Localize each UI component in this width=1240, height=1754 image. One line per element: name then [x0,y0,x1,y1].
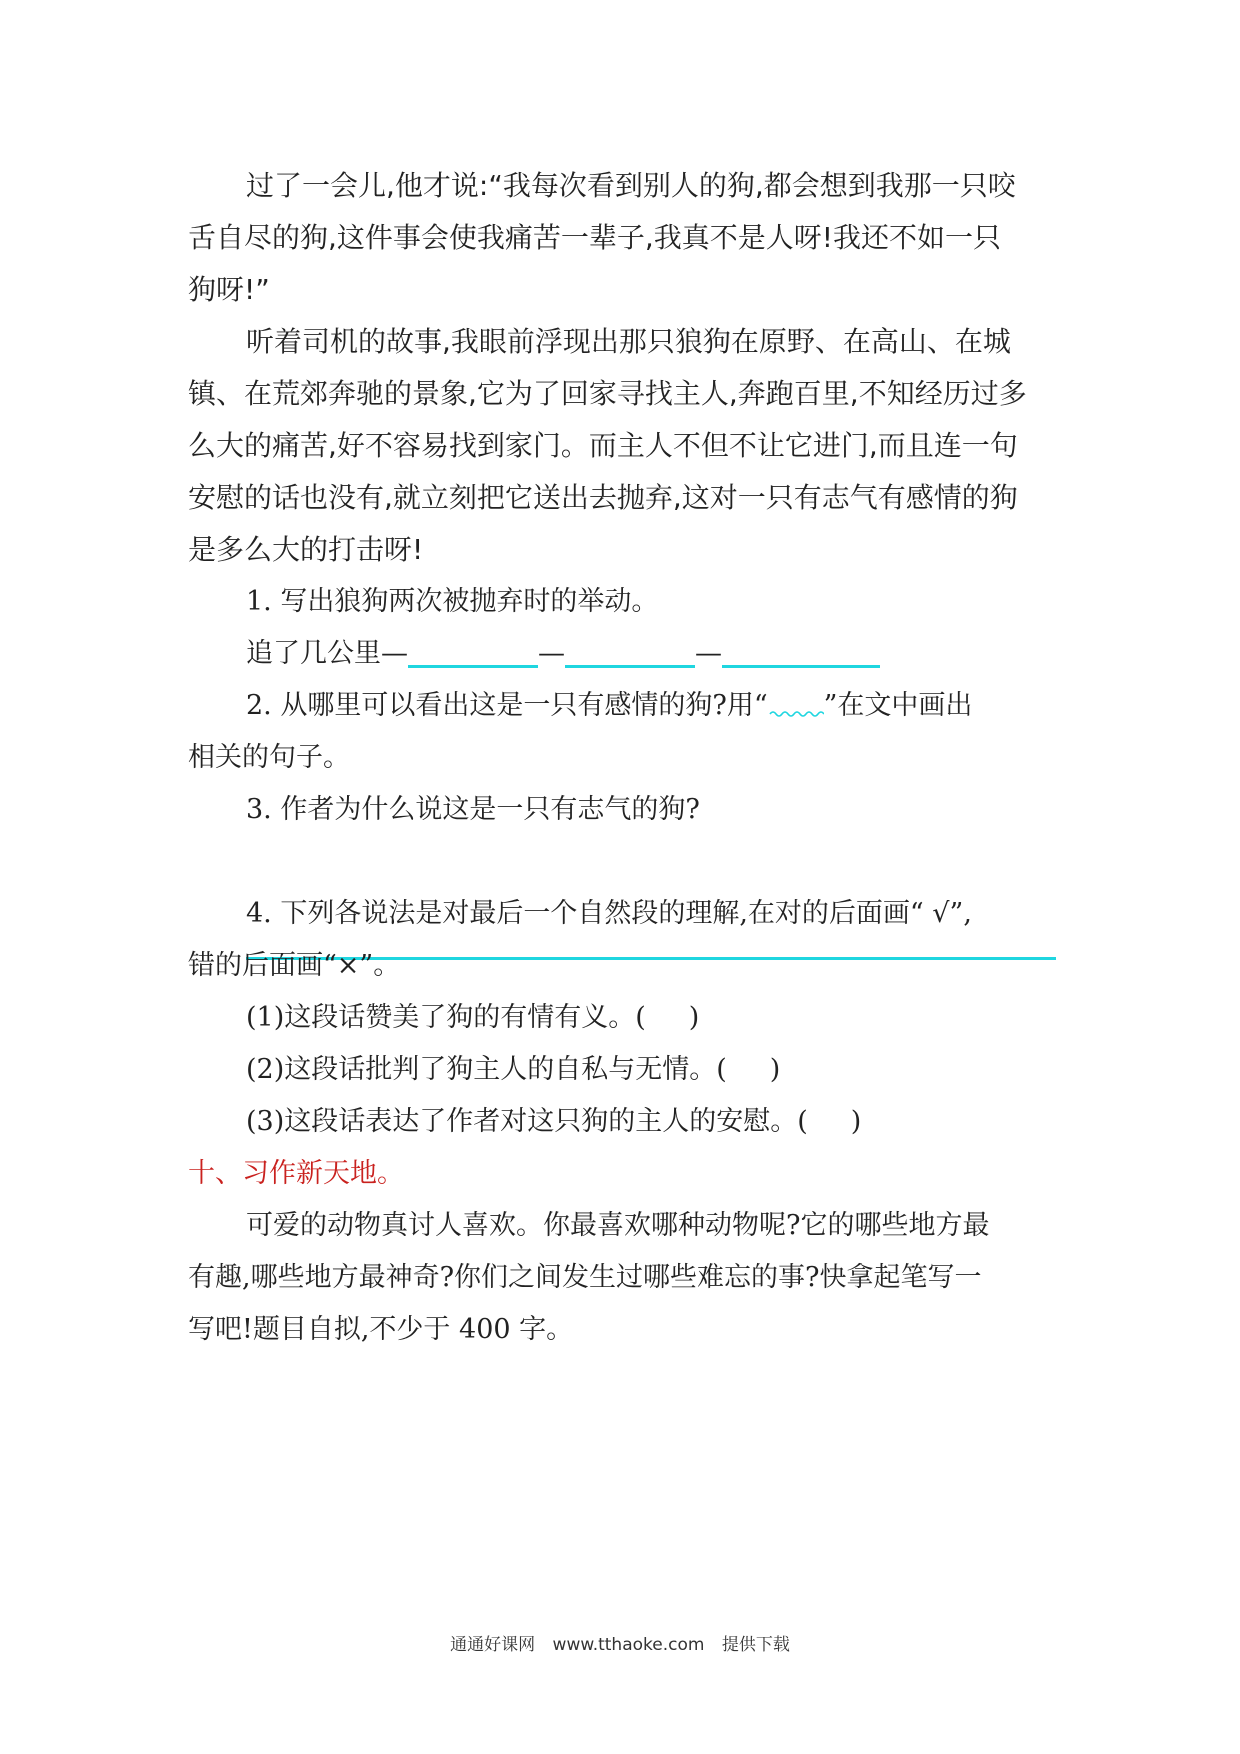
paren-close: ) [850,1106,862,1137]
question-1-answer-prefix: 追了几公里— [246,638,408,669]
question-4-item-1 [246,998,1116,1038]
section-10-line-2: 有趣,哪些地方最神奇?你们之间发生过哪些难忘的事?快拿起笔写一 [188,1262,982,1293]
passage-p1-line-3: 狗呀!” [188,273,270,306]
footer-url[interactable]: www.tthaoke.com [552,1635,705,1655]
question-4-item-1-text: (1)这段话赞美了狗的有情有义。 [246,1002,636,1033]
judgement-box-1[interactable] [635,998,701,1038]
answer-blank-2[interactable] [565,637,695,668]
passage-p2-line-2: 镇、在荒郊奔驰的景象,它为了回家寻找主人,奔跑百里,不知经历过多 [188,377,1027,410]
answer-dash-1: — [538,638,565,669]
question-1-answer-row [246,634,1116,674]
wavy-underline-icon [768,692,824,718]
question-1: 1. 写出狼狗两次被抛弃时的举动。 [246,586,659,617]
question-4-item-3-text: (3)这段话表达了作者对这只狗的主人的安慰。 [246,1106,798,1137]
section-10-line-3: 写吧!题目自拟,不少于 400 字。 [188,1314,574,1345]
section-10-heading: 十、习作新天地。 [188,1158,404,1189]
passage-p2-line-4: 安慰的话也没有,就立刻把它送出去抛弃,这对一只有志气有感情的狗 [188,481,1018,514]
footer-site-name: 通通好课网 [450,1635,536,1655]
answer-blank-3[interactable] [722,637,880,668]
paren-open: ( [635,1002,646,1033]
passage-p1-line-1: 过了一会儿,他才说:“我每次看到别人的狗,都会想到我那一只咬 [246,169,1016,202]
section-10-line-1: 可爱的动物真讨人喜欢。你最喜欢哪种动物呢?它的哪些地方最 [246,1210,990,1241]
judgement-box-2[interactable] [716,1050,782,1090]
answer-blank-1[interactable] [408,637,538,668]
judgement-box-3[interactable] [797,1102,863,1142]
question-2-text-b: ”在文中画出 [823,690,973,721]
question-2-line-2: 相关的句子。 [188,742,350,773]
paren-open: ( [797,1106,808,1137]
footer-note: 提供下载 [721,1635,790,1655]
question-3: 3. 作者为什么说这是一只有志气的狗? [246,794,700,825]
question-4-line-2: 错的后面画“×”。 [188,950,401,981]
question-4-item-2-text: (2)这段话批判了狗主人的自私与无情。 [246,1054,717,1085]
answer-dash-2: — [695,638,722,669]
passage-p2-line-5: 是多么大的打击呀! [188,533,424,566]
question-4-item-2 [246,1050,1116,1090]
question-2-text-a: 2. 从哪里可以看出这是一只有感情的狗?用“ [246,690,768,721]
question-4-line-1: 4. 下列各说法是对最后一个自然段的理解,在对的后面画“ √”, [246,898,972,929]
paren-open: ( [716,1054,727,1085]
passage-p2-line-1: 听着司机的故事,我眼前浮现出那只狼狗在原野、在高山、在城 [246,325,1011,358]
paren-close: ) [688,1002,700,1033]
passage-p1-line-2: 舌自尽的狗,这件事会使我痛苦一辈子,我真不是人呀!我还不如一只 [188,221,1002,254]
passage-p2-line-3: 么大的痛苦,好不容易找到家门。而主人不但不让它进门,而且连一句 [188,429,1018,462]
question-2-line-1 [246,686,1116,726]
question-4-item-3 [246,1102,1116,1142]
paren-close: ) [769,1054,781,1085]
page-footer [0,1630,1240,1655]
